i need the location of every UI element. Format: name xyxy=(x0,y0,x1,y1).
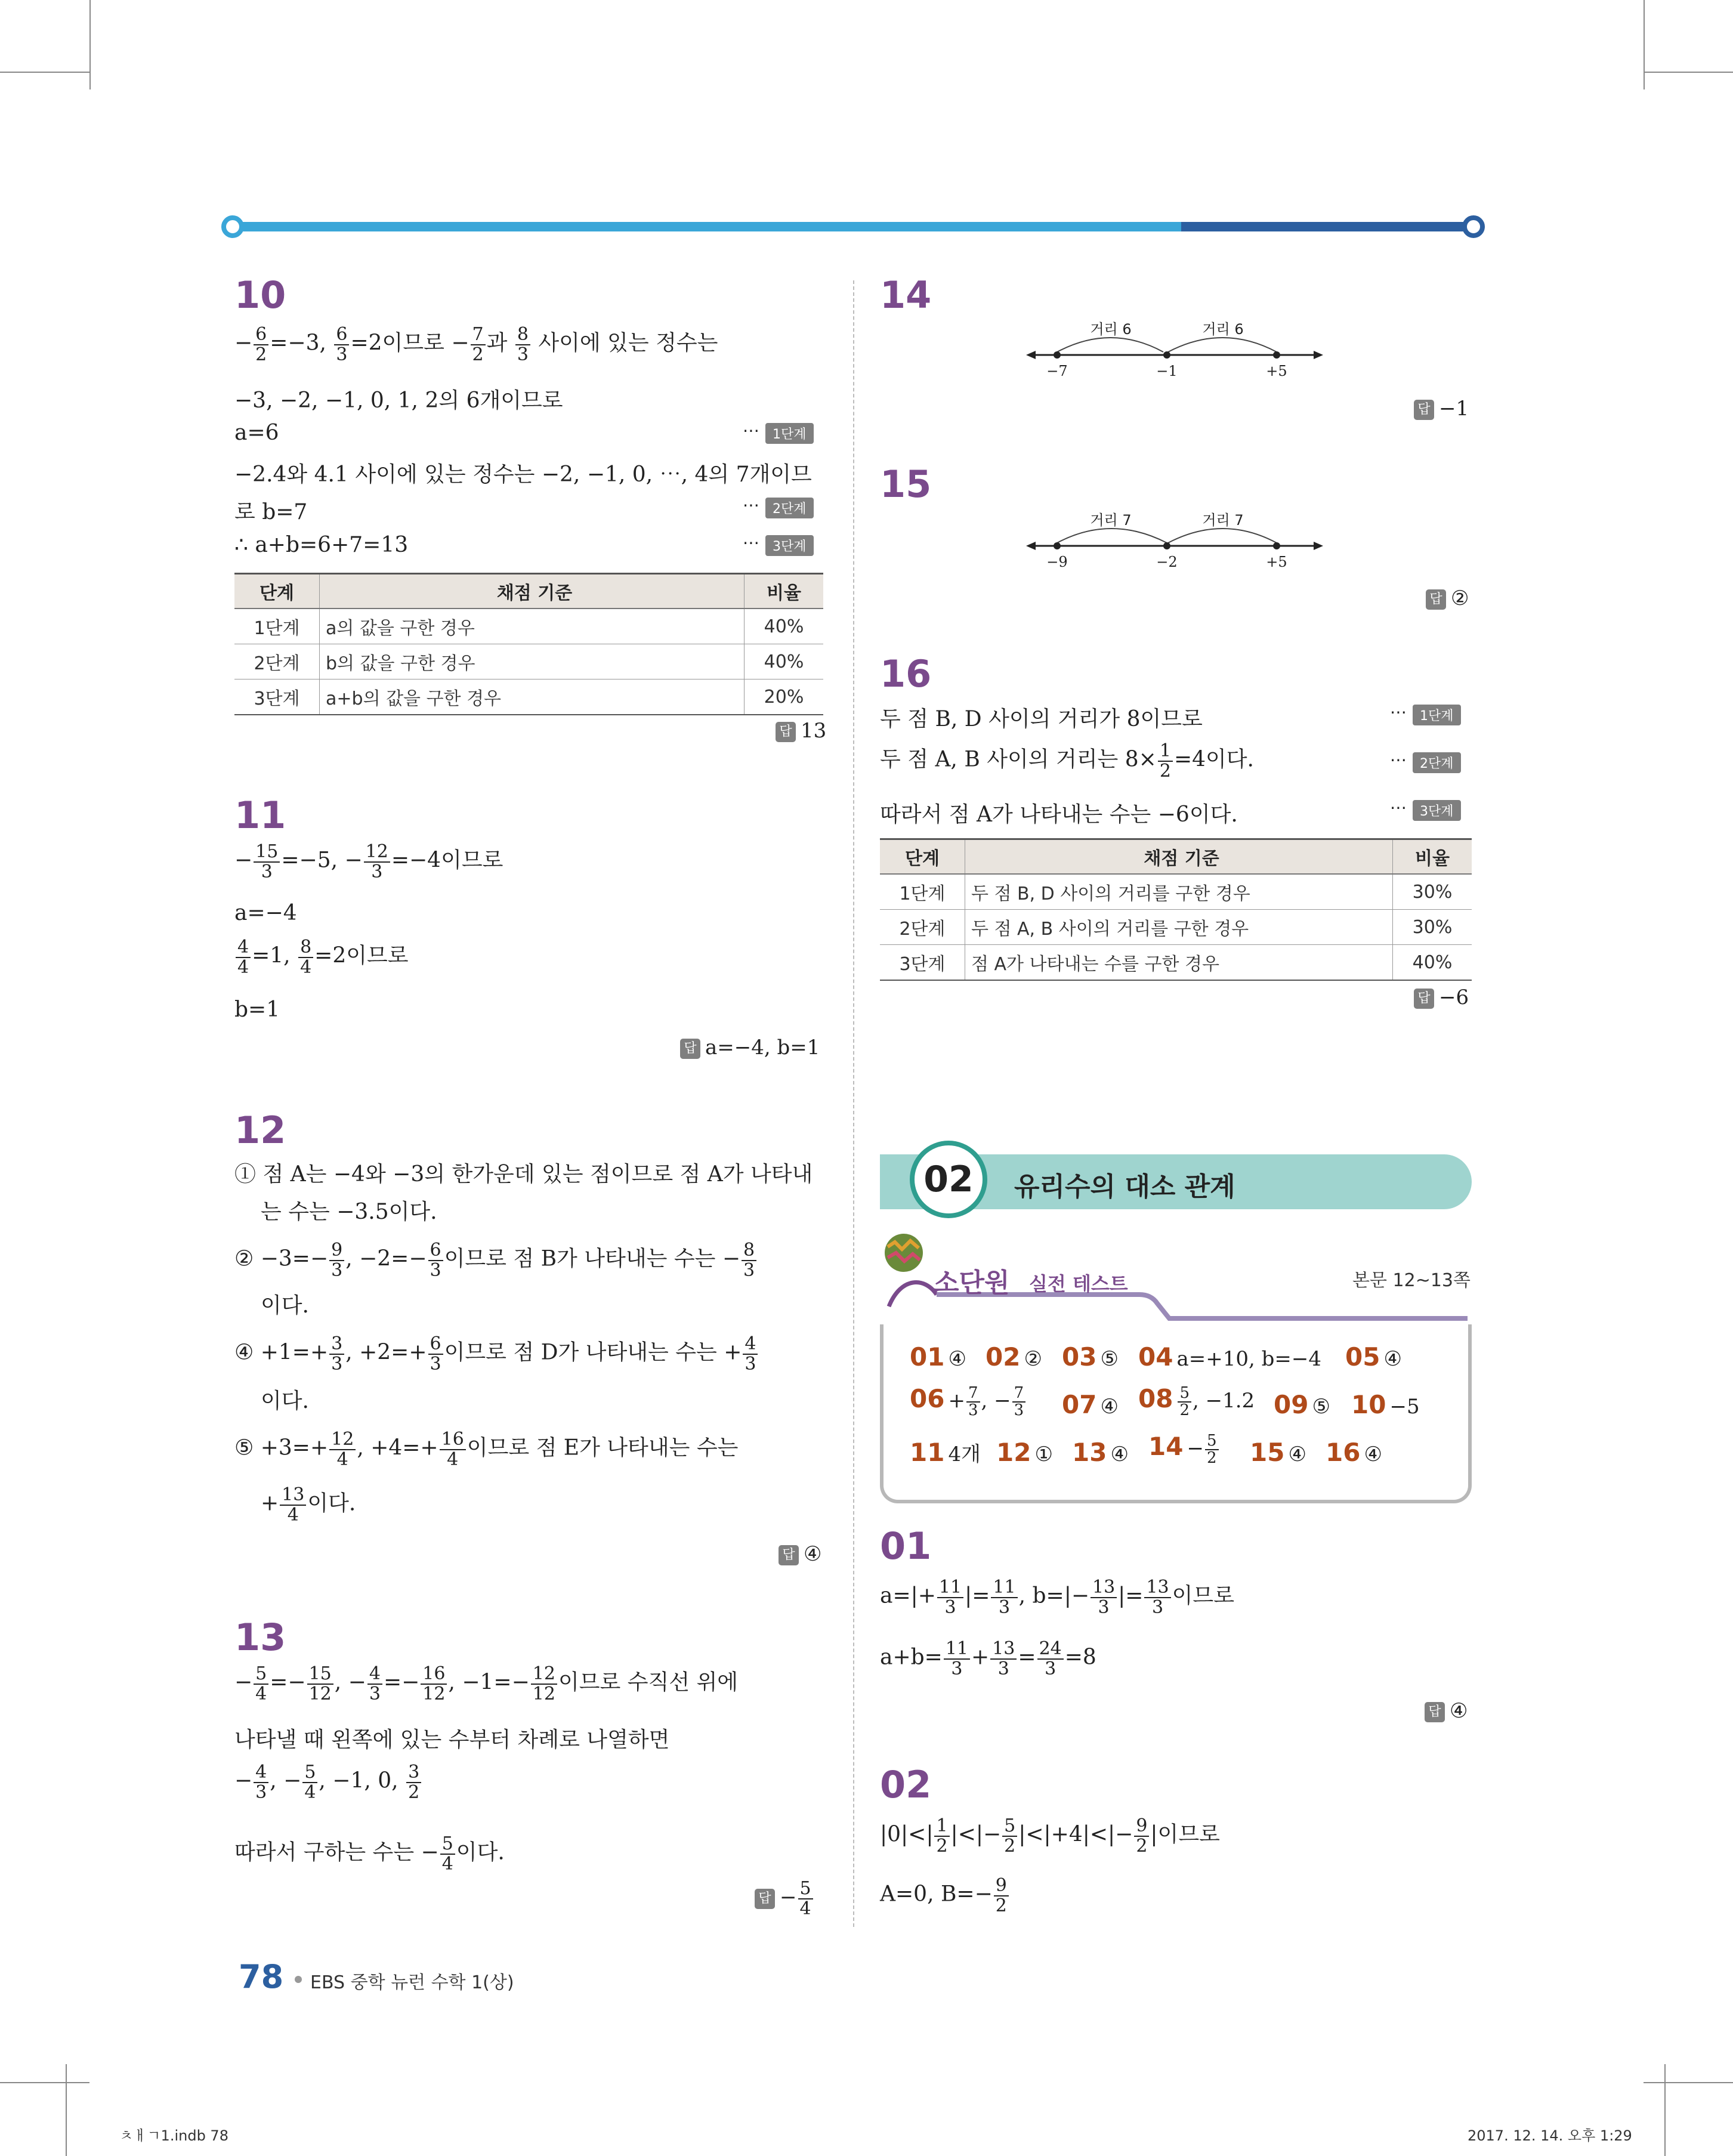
question-number: 16 xyxy=(880,652,932,696)
test-answer: 10 −5 xyxy=(1351,1390,1420,1419)
unit-test-header xyxy=(877,1229,1473,1330)
distance-label: 거리 6 xyxy=(1202,321,1244,338)
question-number: 11 xyxy=(234,793,286,837)
column-divider xyxy=(853,280,854,1927)
question-number: 02 xyxy=(880,1763,932,1806)
distance-label: 거리 7 xyxy=(1090,512,1132,529)
solution-line: + $\frac{13}{4}$ 이다. xyxy=(261,1484,356,1525)
footer-bullet xyxy=(295,1976,302,1983)
test-answer: 11 4개 xyxy=(910,1438,981,1467)
solution-line: −2.4와 4.1 사이에 있는 정수는 −2, −1, 0, ⋯, 4의 7개이므 xyxy=(234,462,812,487)
solution-line: a=|+ $\frac{11}{3}$ |= $\frac{11}{3}$ , b=|− $\frac{13}{3}$ |= $\frac{13}{3}$ 이므로 xyxy=(880,1577,1234,1618)
solution-line: $\frac{4}{4}$ =1, $\frac{8}{4}$ =2이므로 xyxy=(234,938,409,977)
crop-mark xyxy=(89,0,91,89)
stage-marker: ⋯ 2단계 xyxy=(1390,750,1461,773)
section-number-badge: 02 xyxy=(910,1141,987,1218)
tick-label: +5 xyxy=(1266,554,1287,570)
solution-line: a=6 xyxy=(234,421,279,445)
question-number: 15 xyxy=(880,462,932,506)
unit-test-title-small: 실전 테스트 xyxy=(1029,1272,1128,1295)
solution-line: ① 점 A는 −4와 −3의 한가운데 있는 점이므로 점 A가 나타내 xyxy=(234,1162,813,1187)
fraction: $\frac{6}{2}$ xyxy=(254,325,268,364)
solution-line: a=−4 xyxy=(234,901,297,925)
fraction: $\frac{6}{3}$ xyxy=(334,325,349,364)
solution-line: 이다. xyxy=(261,1389,309,1413)
tick-label: −2 xyxy=(1156,554,1178,570)
solution-line: 두 점 A, B 사이의 거리는 8× $\frac{1}{2}$ =4이다. xyxy=(880,740,1255,782)
question-number: 10 xyxy=(234,273,286,317)
crop-mark xyxy=(1664,2064,1666,2156)
solution-line: 로 b=7 xyxy=(234,500,308,524)
answer: 답 a=−4, b=1 xyxy=(680,1036,820,1060)
answer: 답 − $\frac{5}{4}$ xyxy=(755,1879,814,1918)
stage-marker: ⋯ 1단계 xyxy=(743,421,814,444)
solution-line: 는 수는 −3.5이다. xyxy=(261,1200,437,1224)
answer: 답 ④ xyxy=(1425,1699,1468,1723)
test-answer: 08 $\frac{5}{2}$ , −1.2 xyxy=(1138,1383,1255,1419)
grading-table: 단계 채점 기준 비율 1단계 a의 값을 구한 경우 40% 2단계 b의 값을 구한 경우 40% 3단계 a+b의 값을 구한 경우 20% xyxy=(234,573,823,715)
test-answer: 15 ④ xyxy=(1250,1438,1306,1467)
test-answer: 06 + $\frac{7}{3}$ , − $\frac{7}{3}$ xyxy=(910,1384,1027,1419)
answer: 답 13 xyxy=(776,719,826,743)
fraction: $\frac{7}{2}$ xyxy=(471,325,486,364)
solution-line: ∴ a+b=6+7=13 xyxy=(234,533,409,557)
solution-line: 따라서 구하는 수는 − $\frac{5}{4}$ 이다. xyxy=(234,1833,505,1874)
solution-line: 두 점 B, D 사이의 거리가 8이므로 xyxy=(880,707,1203,731)
test-answer: 14 − $\frac{5}{2}$ xyxy=(1148,1432,1220,1466)
test-answer: 07 ④ xyxy=(1062,1390,1119,1419)
crop-mark xyxy=(1644,2082,1733,2083)
solution-line: ⑤ +3=+ $\frac{12}{4}$ , +4=+ $\frac{16}{4}$ 이므로 점 E가 나타내는 수는 xyxy=(234,1429,739,1470)
solution-line: b=1 xyxy=(234,997,280,1022)
tick-label: −1 xyxy=(1156,363,1178,379)
solution-line: a+b= $\frac{11}{3}$ + $\frac{13}{3}$ = $\frac{24}{3}$ =8 xyxy=(880,1638,1096,1679)
stage-marker: ⋯ 1단계 xyxy=(1390,702,1461,725)
question-number: 12 xyxy=(234,1108,286,1152)
distance-label: 거리 6 xyxy=(1090,321,1132,338)
solution-line: − $\frac{6}{2}$ =−3, $\frac{6}{3}$ =2이므로 − $\frac{7}{2}$ 과 $\frac{8}{3}$ 사이에 있는 정수는 xyxy=(234,324,718,365)
answer: 답 −1 xyxy=(1414,397,1469,421)
solution-line: ② −3=− $\frac{9}{3}$ , −2=− $\frac{6}{3}$ 이므로 점 B가 나타내는 수는 − $\frac{8}{3}$ xyxy=(234,1241,758,1280)
stage-marker: ⋯ 3단계 xyxy=(1390,798,1461,821)
solution-line: −3, −2, −1, 0, 1, 2의 6개이므로 xyxy=(234,388,563,413)
crop-mark xyxy=(0,2082,89,2083)
print-info-right: 2017. 12. 14. 오후 1:29 xyxy=(1468,2127,1632,2144)
crop-mark xyxy=(0,72,89,73)
solution-line: 이다. xyxy=(261,1293,309,1318)
test-answer: 02 ② xyxy=(986,1342,1042,1372)
unit-test-title-big: 소단원 xyxy=(934,1268,1010,1298)
test-answer: 05 ④ xyxy=(1345,1342,1402,1372)
answer: 답 ④ xyxy=(779,1542,821,1566)
answer: 답 ② xyxy=(1426,586,1469,610)
question-number: 14 xyxy=(880,273,932,317)
solution-line: − $\frac{4}{3}$ , − $\frac{5}{4}$ , −1, 0, $\frac{3}{2}$ xyxy=(234,1763,422,1802)
section-title: 유리수의 대소 관계 xyxy=(1014,1172,1235,1202)
book-title: EBS 중학 뉴런 수학 1(상) xyxy=(310,1972,514,1993)
test-answer: 09 ⑤ xyxy=(1274,1390,1330,1419)
test-answer: 03 ⑤ xyxy=(1062,1342,1119,1372)
solution-line: 나타낼 때 왼쪽에 있는 수부터 차례로 나열하면 xyxy=(234,1728,670,1752)
top-bar xyxy=(215,215,1491,239)
answer: 답 −6 xyxy=(1414,986,1469,1009)
test-answer: 01 ④ xyxy=(910,1342,966,1372)
page-number: 78 xyxy=(239,1958,284,1996)
tick-label: +5 xyxy=(1266,363,1287,379)
unit-test-reference: 본문 12~13쪽 xyxy=(1352,1270,1471,1291)
grading-table: 단계 채점 기준 비율 1단계 두 점 B, D 사이의 거리를 구한 경우 30% 2단계 두 점 A, B 사이의 거리를 구한 경우 30% 3단계 점 A가 나타내는 수를 구한 경우 40% xyxy=(880,838,1472,981)
question-number: 01 xyxy=(880,1524,932,1568)
solution-line: 따라서 점 A가 나타내는 수는 −6이다. xyxy=(880,802,1238,827)
test-answer: 16 ④ xyxy=(1326,1438,1382,1467)
test-answer: 12 ① xyxy=(996,1438,1053,1467)
solution-line: |0|<| $\frac{1}{2}$ |<|− $\frac{5}{2}$ |<|+4|<|− $\frac{9}{2}$ |이므로 xyxy=(880,1815,1220,1857)
solution-line: − $\frac{15}{3}$ =−5, − $\frac{12}{3}$ =−4이므로 xyxy=(234,841,503,882)
crop-mark xyxy=(1644,72,1733,73)
solution-line: A=0, B=− $\frac{9}{2}$ xyxy=(880,1876,1010,1915)
tick-label: −9 xyxy=(1046,554,1068,570)
solution-line: ④ +1=+ $\frac{3}{3}$ , +2=+ $\frac{6}{3}$ 이므로 점 D가 나타내는 수는 + $\frac{4}{3}$ xyxy=(234,1335,759,1373)
stage-marker: ⋯ 3단계 xyxy=(743,533,814,556)
distance-label: 거리 7 xyxy=(1202,512,1244,529)
stage-marker: ⋯ 2단계 xyxy=(743,495,814,518)
print-info-left: ㅊㅐㄱ1.indb 78 xyxy=(119,2127,228,2144)
fraction: $\frac{8}{3}$ xyxy=(515,325,530,364)
test-answer: 13 ④ xyxy=(1072,1438,1129,1467)
question-number: 13 xyxy=(234,1616,286,1659)
crop-mark xyxy=(1644,0,1645,89)
solution-line: − $\frac{5}{4}$ =− $\frac{15}{12}$ , − $\frac{4}{3}$ =− $\frac{16}{12}$ , −1=− $\frac{12}{12}$ 이므로 수직선 위에 xyxy=(234,1663,739,1704)
number-line xyxy=(1026,507,1324,579)
crop-mark xyxy=(66,2064,67,2156)
tick-label: −7 xyxy=(1046,363,1068,379)
test-answer: 04 a=+10, b=−4 xyxy=(1138,1342,1321,1372)
number-line xyxy=(1026,316,1324,388)
